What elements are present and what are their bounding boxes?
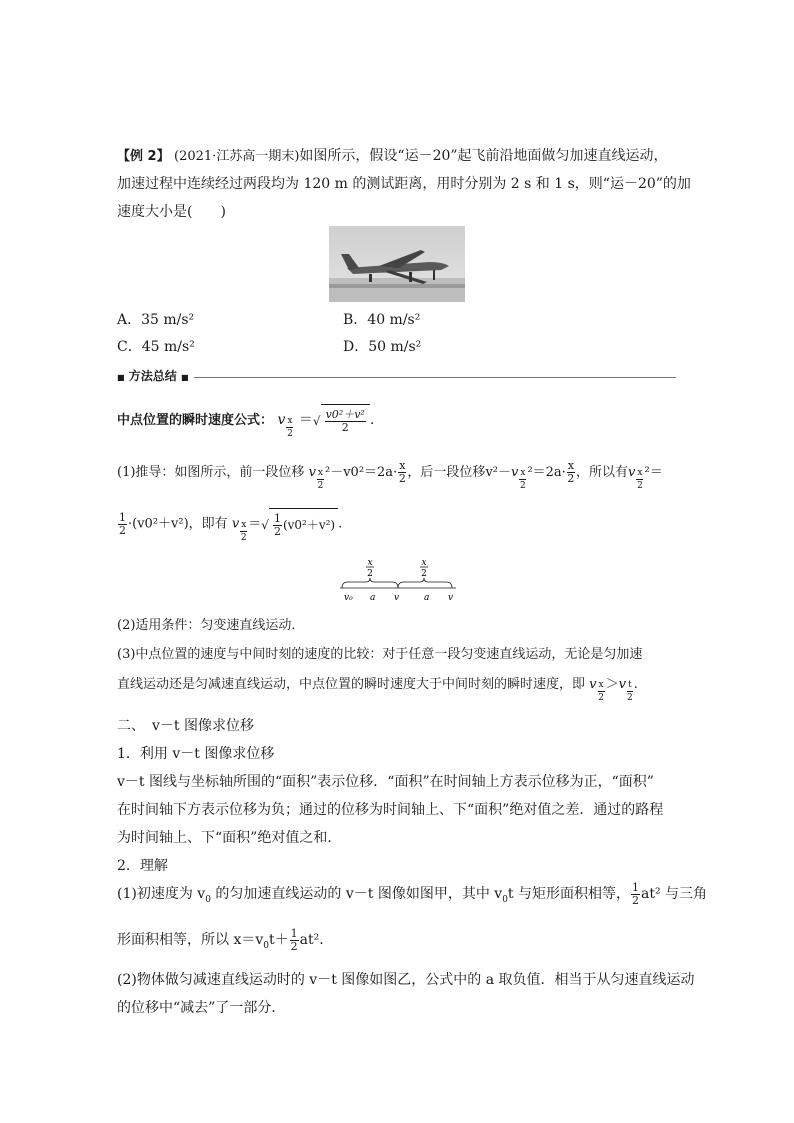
method-p2: (2)适用条件：匀变速直线运动． [117,618,305,633]
formula-line: 中点位置的瞬时速度公式： v $\frac{x}{2}$ ＝√ $\frac{\text{v0²＋v²}}{2}$ . [117,404,677,440]
example-line-3: 速度大小是( ) [117,204,226,220]
example-source: (2021·江苏高一期末) [174,149,300,164]
section2-para1-line1: v－t 图线与坐标轴所围的“面积”表示位移．“面积”在时间轴上方表示位移为正，“面积” [117,774,654,790]
method-p3-line2: 直线运动还是匀减速直线运动，中点位置的瞬时速度大于中间时刻的瞬时速度，即 v $\frac{x}{2}$ ＞v $\frac{t}{2}$ . [117,677,638,703]
diagram-label-v: v [448,593,454,603]
diagram-top-x-1: x [367,558,373,568]
example-text-1: 如图所示，假设“运－20”起飞前沿地面做匀加速直线运动， [299,148,668,164]
diagram-label-a1: a [370,593,376,603]
derivation-line-1: (1)推导：如图所示，前一段位移 v $\frac{x}{2}$ ²－v0²＝2a· $\frac{x}{2}$ ，后一段位移v²－v $\frac{x}{2}$ ²＝2a· $\frac{x}{2}$ ，所以有v $\frac{x}{2}$ ²＝ [117,459,663,491]
diagram-top-x-2: x [421,558,427,568]
diagram-top-den-1: 2 [367,569,373,579]
diagram-label-vmid: v [394,593,400,603]
diagram-label-a2: a [424,593,430,603]
section-divider [194,377,676,378]
option-a: A．35 m/s² [117,312,195,328]
method-p3-line1: (3)中点位置的速度与中间时刻的速度的比较：对于任意一段匀变速直线运动，无论是匀加速 [117,647,643,662]
diagram-top-den-2: 2 [421,569,427,579]
section2-p1-line1: (1)初速度为 $v_0$ 的匀加速直线运动的 v－t 图像如图甲，其中 $v_0t$ 与矩形面积相等， $\frac{1}{2}$ at² 与三角 [117,880,708,907]
section2-para1-line3: 为时间轴上、下“面积”绝对值之和． [117,830,342,846]
midpoint-diagram [336,556,460,608]
option-b: B．40 m/s² [343,312,421,328]
section2-para1-line2: 在时间轴下方表示位移为负；通过的位移为时间轴上、下“面积”绝对值之差．通过的路程 [117,802,664,818]
method-heading: ■ 方法总结 ■ [117,369,189,383]
section2-sub2: 2．理解 [117,858,168,874]
section2-p2-line2: 的位移中“减去”了一部分． [117,1000,286,1016]
diagram-label-v0: v₀ [344,593,353,603]
section2-p1-line2: 形面积相等，所以 $x=v_0t+$ $\frac{1}{2}$ at². [117,926,324,953]
airplane-photo [329,226,465,302]
section2-heading: 二、 v－t 图像求位移 [117,718,254,734]
example-line-1 [117,142,677,171]
option-c: C．45 m/s² [117,339,195,355]
example-line-2: 加速过程中连续经过两段均为 120 m 的测试距离，用时分别为 2 s 和 1 s，则“运－20”的加 [117,176,691,192]
option-d: D．50 m/s² [343,339,422,355]
example-tag: 【例 2】 [117,149,170,164]
derivation-line-2: $\frac{1}{2}$ ·(v0²＋v²)，即有 v $\frac{x}{2}$ ＝√ $\frac{1}{2}$ (v0²＋v²) . [117,508,677,544]
section2-sub1: 1．利用 v－t 图像求位移 [117,746,275,762]
section2-p2-line1: (2)物体做匀减速直线运动时的 v－t 图像如图乙，公式中的 a 取负值．相当于从匀速直线运动 [117,972,695,988]
